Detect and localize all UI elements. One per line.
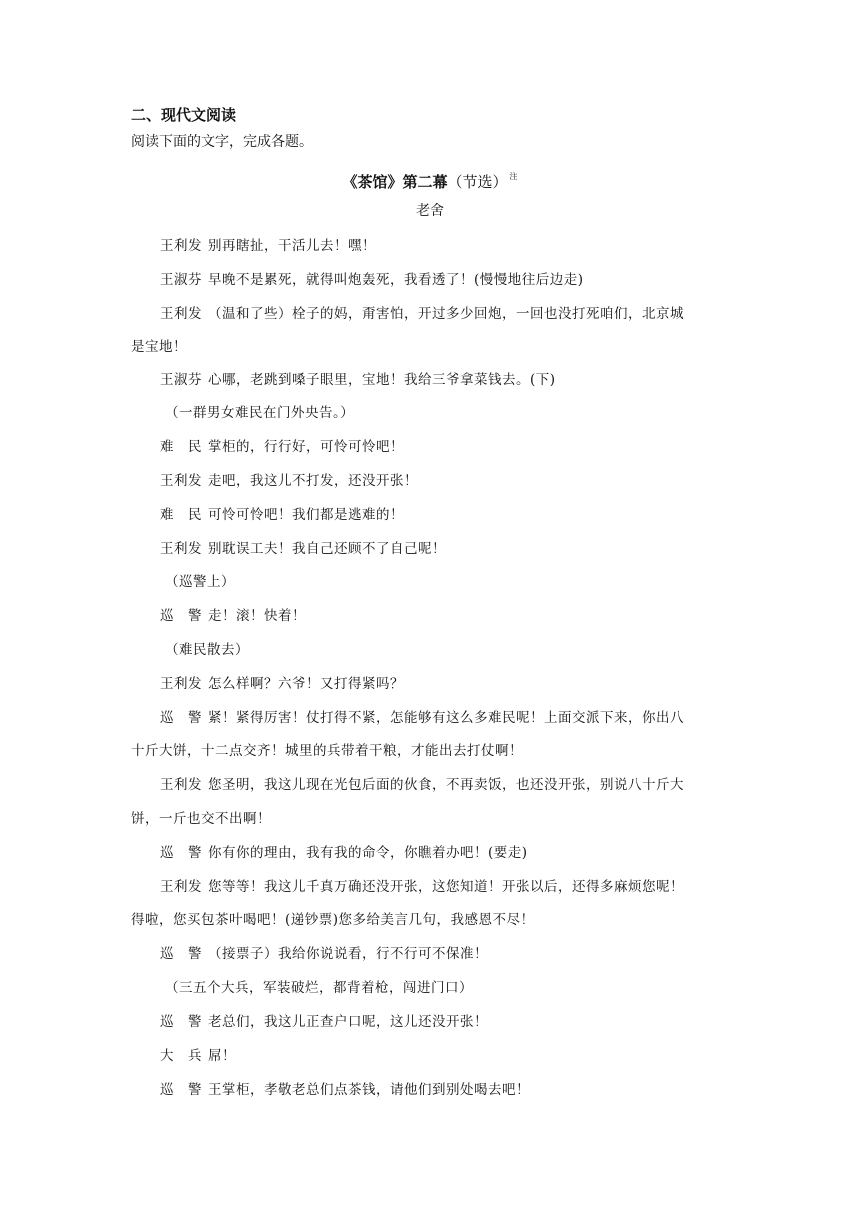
line-text: 别再瞎扯，干活儿去！嘿！ (208, 238, 376, 254)
dialogue-line (160, 236, 376, 256)
stage-direction (165, 640, 249, 660)
dialogue-line (160, 775, 684, 795)
dialogue-line (160, 370, 556, 390)
speaker-name: 难 民 (160, 439, 202, 455)
line-text: 心哪，老跳到嗓子眼里，宝地！我给三爷拿菜钱去。(下) (208, 372, 556, 388)
dialogue-line (160, 437, 404, 457)
title-note-mark: 注 (509, 172, 518, 181)
dialogue-line-continuation (131, 910, 535, 930)
dialogue-line (160, 304, 684, 324)
line-text: 早晚不是累死，就得叫炮轰死，我看透了！(慢慢地往后边走) (208, 272, 584, 288)
speaker-name: 王利发 (160, 473, 202, 489)
line-text: 王掌柜，孝敬老总们点茶钱，请他们到别处喝去吧！ (208, 1082, 530, 1098)
line-text: 可怜可怜吧！我们都是逃难的！ (208, 507, 404, 523)
section-heading: 二、现代文阅读 (131, 106, 237, 124)
line-text: 怎么样啊？六爷！又打得紧吗？ (208, 676, 404, 692)
line-text: （温和了些）栓子的妈，甭害怕，开过多少回炮，一回也没打死咱们，北京城 (208, 306, 684, 322)
speaker-name: 巡 警 (160, 845, 202, 861)
speaker-name: 王利发 (160, 879, 202, 895)
line-text: 紧！紧得厉害！仗打得不紧，怎能够有这么多难民呢！上面交派下来，你出八 (208, 710, 684, 726)
dialogue-line (160, 1046, 236, 1066)
speaker-name: 难 民 (160, 507, 202, 523)
speaker-name: 王利发 (160, 238, 202, 254)
line-text: 您圣明，我这儿现在光包后面的伙食，不再卖饭，也还没开张，别说八十斤大 (208, 777, 684, 793)
title-sub: （节选） (447, 173, 508, 191)
line-text: 是宝地！ (131, 339, 187, 355)
line-text: （接票子）我给你说说看，行不行可不保准！ (208, 946, 488, 962)
dialogue-line (160, 708, 684, 728)
line-text: 走！滚！快着！ (208, 608, 306, 624)
speaker-name: 巡 警 (160, 1082, 202, 1098)
line-text: 你有你的理由，我有我的命令，你瞧着办吧！(要走) (208, 845, 528, 861)
stage-direction (165, 572, 235, 592)
line-text: 老总们，我这儿正查户口呢，这儿还没开张！ (208, 1014, 488, 1030)
dialogue-line (160, 606, 306, 626)
line-text: （巡警上） (165, 574, 235, 590)
dialogue-line-continuation (131, 809, 271, 829)
speaker-name: 王利发 (160, 676, 202, 692)
speaker-name: 巡 警 (160, 1014, 202, 1030)
dialogue-line (160, 471, 418, 491)
stage-direction (165, 978, 473, 998)
stage-direction (165, 403, 354, 423)
dialogue-line (160, 1080, 530, 1100)
dialogue-line (160, 843, 528, 863)
line-text: 屌！ (208, 1048, 236, 1064)
dialogue-line (160, 944, 488, 964)
speaker-name: 王利发 (160, 777, 202, 793)
line-text: 走吧，我这儿不打发，还没开张！ (208, 473, 418, 489)
speaker-name: 大 兵 (160, 1048, 202, 1064)
speaker-name: 巡 警 (160, 710, 202, 726)
title-main: 《茶馆》第二幕 (342, 173, 448, 191)
line-text: 得啦，您买包茶叶喝吧！(递钞票)您多给美言几句，我感恩不尽！ (131, 912, 535, 928)
passage-title (0, 167, 860, 192)
line-text: 别耽误工夫！我自己还顾不了自己呢！ (208, 541, 446, 557)
dialogue-line (160, 1012, 488, 1032)
speaker-name: 巡 警 (160, 608, 202, 624)
dialogue-line-continuation (131, 337, 187, 357)
dialogue-line (160, 505, 404, 525)
dialogue-line (160, 539, 446, 559)
dialogue-line (160, 877, 684, 897)
line-text: 饼，一斤也交不出啊！ (131, 811, 271, 827)
line-text: （难民散去） (165, 642, 249, 658)
speaker-name: 王利发 (160, 541, 202, 557)
speaker-name: 王利发 (160, 306, 202, 322)
line-text: （一群男女难民在门外央告。） (165, 405, 355, 421)
author-name: 老舍 (416, 203, 444, 219)
dialogue-line (160, 270, 584, 290)
dialogue-line-continuation (131, 741, 523, 761)
speaker-name: 巡 警 (160, 946, 202, 962)
line-text: 您等等！我这儿千真万确还没开张，这您知道！开张以后，还得多麻烦您呢！ (208, 879, 684, 895)
speaker-name: 王淑芬 (160, 272, 202, 288)
dialogue-line (160, 674, 404, 694)
line-text: 十斤大饼，十二点交齐！城里的兵带着干粮，才能出去打仗啊！ (131, 743, 523, 759)
speaker-name: 王淑芬 (160, 372, 202, 388)
line-text: （三五个大兵，军装破烂，都背着枪，闯进门口） (165, 980, 473, 996)
instruction-text: 阅读下面的文字，完成各题。 (131, 134, 313, 150)
line-text: 掌柜的，行行好，可怜可怜吧！ (208, 439, 404, 455)
